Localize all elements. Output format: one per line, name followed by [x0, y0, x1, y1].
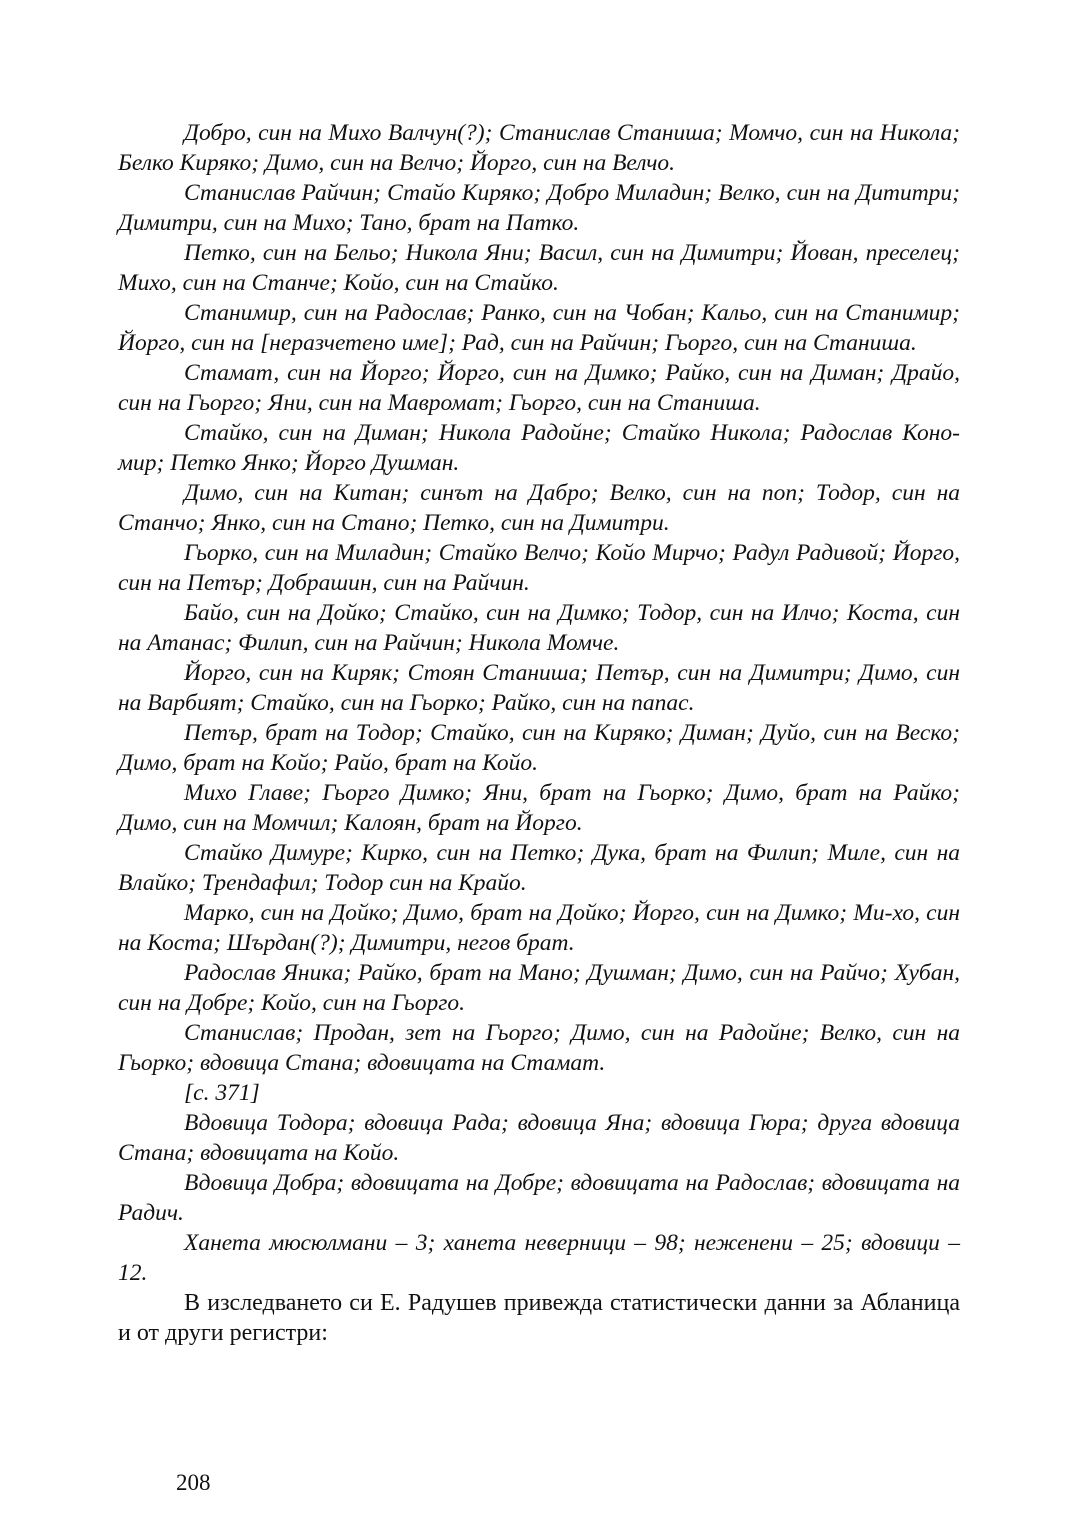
paragraph-12: Михо Главе; Гьорго Димко; Яни, брат на Гьорко; Димо, брат на Райко; Димо, син на Момчил; Калоян, брат на Йорго. [118, 780, 960, 836]
household-summary: Ханета мюсюлмани – 3; ханета неверници – 98; неженени – 25; вдовици – 12. [118, 1230, 960, 1286]
paragraph-18: Вдовица Добра; вдовицата на Добре; вдовицата на Радослав; вдовицата на Радич. [118, 1170, 960, 1226]
paragraph-16: Станислав; Продан, зет на Гьорго; Димо, син на Радойне; Велко, син на Гьорко; вдовица Стана; вдовицата на Стамат. [118, 1020, 960, 1076]
paragraph-7: Димо, син на Китан; синът на Дабро; Велко, син на поп; Тодор, син на Станчо; Янко, син на Стано; Петко, син на Димитри. [118, 480, 960, 536]
paragraph-11: Петър, брат на Тодор; Стайко, син на Киряко; Диман; Дуйо, син на Веско; Димо, брат на Койо; Райо, брат на Койо. [118, 720, 960, 776]
paragraph-3: Петко, син на Бельо; Никола Яни; Васил, син на Димитри; Йован, преселец; Михо, син на Станче; Койо, син на Стайко. [118, 240, 960, 296]
paragraph-2: Станислав Райчин; Стайо Киряко; Добро Миладин; Велко, син на Диmитри; Димитри, син на Михо; Тано, брат на Патко. [118, 180, 960, 236]
paragraph-5: Стамат, син на Йорго; Йорго, син на Димко; Райко, син на Диман; Драйо, син на Гьорго; Яни, син на Мавромат; Гьорго, син на Станиша. [118, 360, 960, 416]
paragraph-14: Марко, син на Дойко; Димо, брат на Дойко; Йорго, син на Димко; Ми-хо, син на Коста; Шърдан(?); Димитри, негов брат. [118, 900, 960, 956]
paragraph-4: Станимир, син на Радослав; Ранко, син на Чобан; Кальо, син на Станимир; Йорго, син на [неразчетено име]; Рад, син на Райчин; Гьорго, син на Станиша. [118, 300, 960, 356]
page-number: 208 [176, 1470, 211, 1495]
paragraph-15: Радослав Яника; Райко, брат на Мано; Душман; Димо, син на Райчо; Хубан, син на Добре; Койо, син на Гьорго. [118, 960, 960, 1016]
body-paragraph: В изследването си Е. Радушев привежда статистически данни за Абланица и от други регистри: [118, 1290, 960, 1346]
paragraph-1: Добро, син на Михо Валчун(?); Станислав Станиша; Момчо, син на Никола; Белко Киряко; Димо, син на Велчо; Йорго, син на Велчо. [118, 120, 960, 176]
paragraph-13: Стайко Димуре; Кирко, син на Петко; Дука, брат на Филип; Миле, син на Влайко; Трендафил; Тодор син на Крайо. [118, 840, 960, 896]
paragraph-8: Гьорко, син на Миладин; Стайко Велчо; Койо Мирчо; Радул Радивой; Йорго, син на Петър; Добрашин, син на Райчин. [118, 540, 960, 596]
text-column [118, 118, 960, 1348]
paragraph-6: Стайко, син на Диман; Никола Радойне; Стайко Никола; Радослав Кономир; Петко Янко; Йорго Душман. [118, 420, 960, 476]
page-reference: [с. 371] [184, 1080, 260, 1106]
paragraph-10: Йорго, син на Киряк; Стоян Станиша; Петър, син на Димитри; Димо, син на Варбият; Стайко, син на Гьорко; Райко, син на папас. [118, 660, 960, 716]
paragraph-9: Байо, син на Дойко; Стайко, син на Димко; Тодор, син на Илчо; Коста, син на Атанас; Филип, син на Райчин; Никола Момче. [118, 600, 960, 656]
paragraph-17: Вдовица Тодора; вдовица Рада; вдовица Яна; вдовица Гюра; друга вдовица Стана; вдовицата на Койо. [118, 1110, 960, 1166]
